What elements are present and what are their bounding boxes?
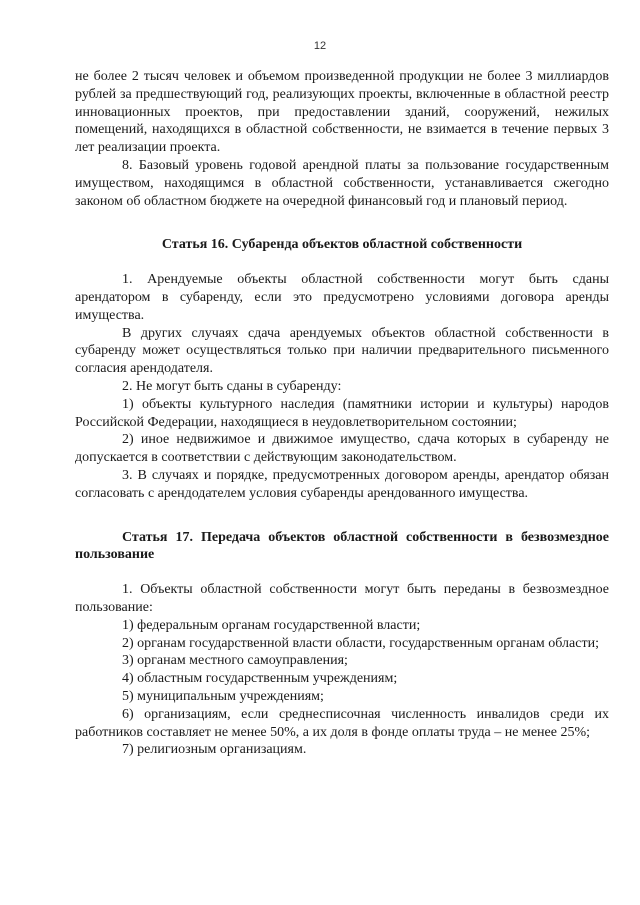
article-17-item-3: 3) органам местного самоуправления;: [122, 653, 348, 669]
article-17-item-1: 1) федеральным органам государственной власти;: [122, 617, 421, 633]
article-17-title: Статья 17. Передача объектов областной собственности в безвозмездное пользование: [75, 529, 609, 563]
article-16-p2: В других случаях сдача арендуемых объектов областной собственности в субаренду может осуществляться только при наличии предварительного письменного согласия арендодателя.: [75, 325, 609, 377]
article-17-item-2: 2) органам государственной власти области, государственным органам области;: [122, 635, 599, 651]
article-17-p1: 1. Объекты областной собственности могут быть переданы в безвозмездное пользование:: [75, 582, 609, 615]
paragraph-item-8: 8. Базовый уровень годовой арендной платы за пользование государственным имуществом, находящимся в областной собственности, устанавливается сжегодно законом об областном бюджете на очередной финансовый год и плановый период.: [75, 157, 609, 209]
article-16-p6: 3. В случаях и порядке, предусмотренных договором аренды, арендатор обязан согласовать с арендодателем условия субаренды арендованного имущества.: [75, 467, 609, 501]
article-17-item-7: 7) религиозным организациям.: [122, 742, 307, 758]
article-16-p3: 2. Не могут быть сданы в субаренду:: [122, 378, 342, 394]
article-17-item-5: 5) муниципальным учреждениям;: [122, 688, 324, 704]
article-16-p1: 1. Арендуемые объекты областной собственности могут быть сданы арендатором в субаренду, если это предусмотрено условиями договора аренды имущества.: [75, 272, 609, 323]
document-body: [75, 68, 609, 759]
article-16-title: Статья 16. Субаренда объектов областной собственности: [161, 237, 523, 253]
page-number: 12: [313, 40, 327, 52]
article-17-item-6: 6) организациям, если среднесписочная численность инвалидов среди их работников составляет не менее 50%, а их доля в фонде оплаты труда – не менее 25%;: [75, 706, 609, 740]
paragraph-continuation: не более 2 тысяч человек и объемом произведенной продукции не более 3 миллиардов рублей за предшествующий год, реализующих проекты, включенные в областной реестр инновационных проектов, при предоставлении зданий, сооружений, нежилых помещений, находящихся в областной собственности, не взимается в течение первых 3 лет реализации проекта.: [75, 69, 609, 156]
article-16-p5: 2) иное недвижимое и движимое имущество, сдача которых в субаренду не допускается в соответствии с действующим законодательством.: [75, 432, 609, 466]
article-16-p4: 1) объекты культурного наследия (памятники истории и культуры) народов Российской Федерации, находящиеся в неудовлетворительном состоянии;: [75, 396, 609, 430]
article-17-item-4: 4) областным государственным учреждениям;: [122, 671, 398, 687]
